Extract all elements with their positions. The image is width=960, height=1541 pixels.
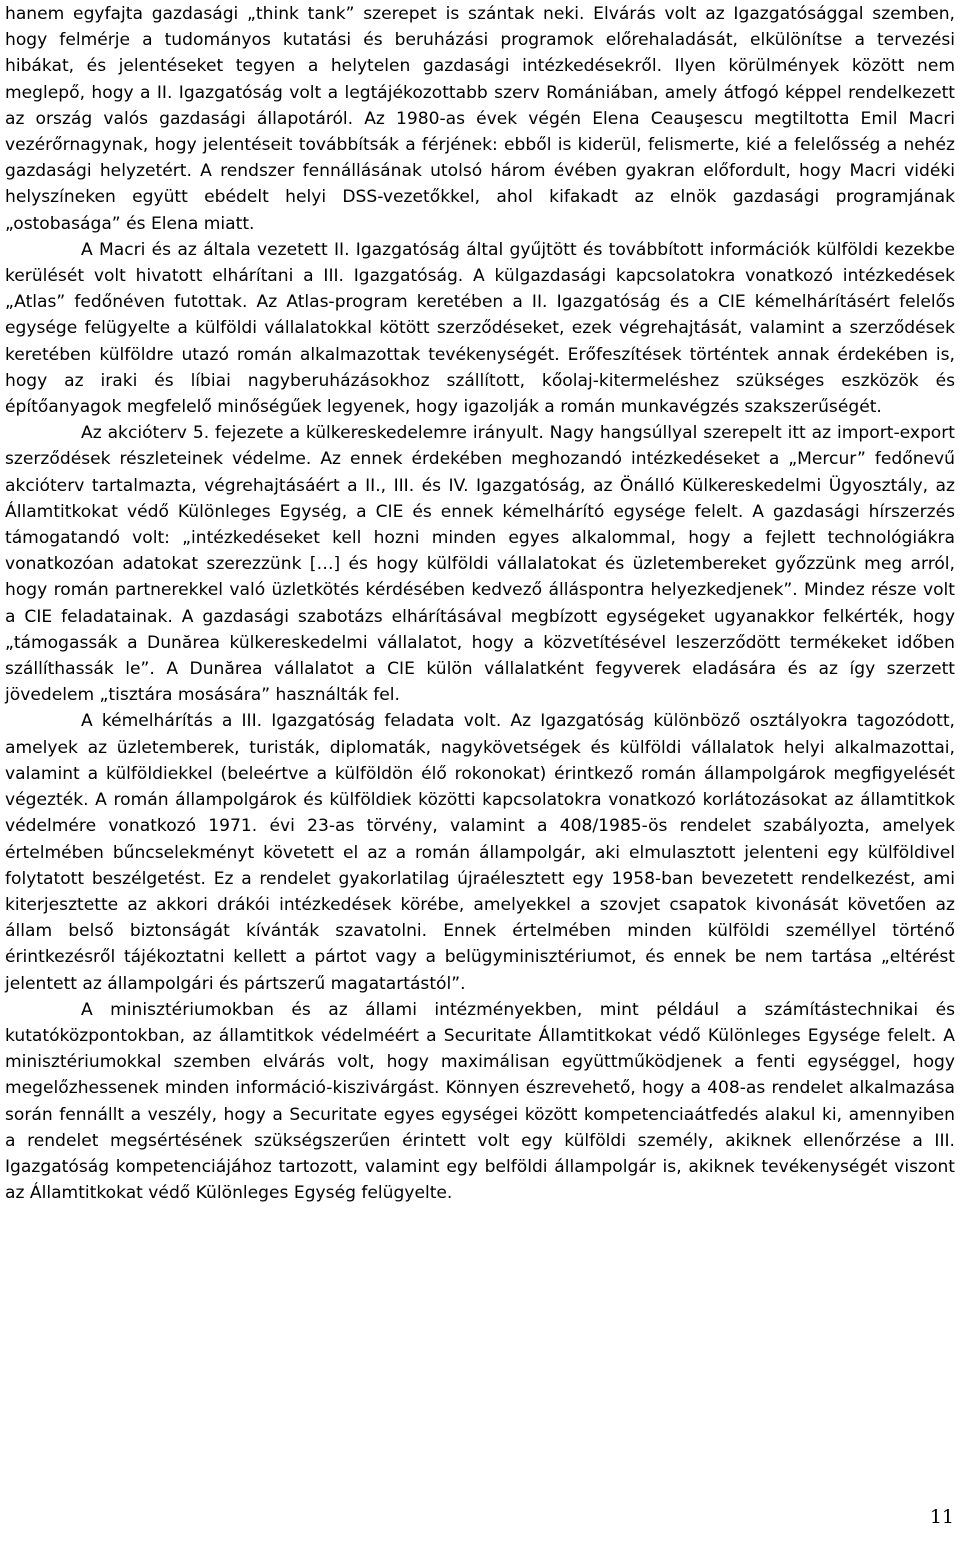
paragraph-2: A Macri és az általa vezetett II. Igazgatóság által gyűjtött és továbbított információk külföldi kezekbe kerülését volt hivatott elhárítani a III. Igazgatóság. A külgazdasági kapcsolatokra vonatkozó intézkedések „Atlas” fedőnéven futottak. Az Atlas-program keretében a II. Igazgatóság és a CIE kémelhárításért felelős egysége felügyelte a külföldi vállalatokkal kötött szerződéseket, ezek végrehajtását, valamint a szerződések keretében külföldre utazó román alkalmazottak tevékenységét. Erőfeszítések történtek annak érdekében is, hogy az iraki és líbiai nagyberuházásokhoz szállított, kőolaj-kitermeléshez szükséges eszközök és építőanyagok megfelelő minőségűek legyenek, hogy igazolják a román munkavégzés szakszerűségét. [5, 239, 955, 418]
paragraph-1: hanem egyfajta gazdasági „think tank” szerepet is szántak neki. Elvárás volt az Igazgatósággal szemben, hogy felmérje a tudományos kutatási és beruházási programok előrehaladását, elkülönítse a tervezési hibákat, és jelentéseket tegyen a helytelen gazdasági intézkedésekről. Ilyen körülmények között nem meglepő, hogy a II. Igazgatóság volt a legtájékozottabb szerv Romániában, amely átfogó képpel rendelkezett az ország valós gazdasági állapotáról. Az 1980-as évek végén Elena Ceauşescu megtiltotta Emil Macri vezérőrnagynak, hogy jelentéseit továbbítsák a férjének: ebből is kiderül, felismerte, kié a felelősség a nehéz gazdasági helyzetért. A rendszer fennállásának utolsó három évében gyakran előfordult, hogy Macri vidéki helyszíneken együtt ebédelt helyi DSS-vezetőkkel, ahol kifakadt az elnök gazdasági programjának „ostobasága” és Elena miatt. [5, 4, 955, 234]
paragraph-4: A kémelhárítás a III. Igazgatóság feladata volt. Az Igazgatóság különböző osztályokra tagozódott, amelyek az üzletemberek, turisták, diplomaták, nagykövetségek és külföldi vállalatok helyi alkalmazottai, valamint a külföldiekkel (beleértve a külföldön élő rokonokat) érintkező román állampolgárok megfigyelését végezték. A román állampolgárok és külföldiek közötti kapcsolatokra vonatkozó korlátozásokat az államtitkok védelmére vonatkozó 1971. évi 23-as törvény, valamint a 408/1985-ös rendelet szabályozta, amelyek értelmében bűncselekményt követett el az a román állampolgár, aki elmulasztott jelenteni egy külföldivel folytatott beszélgetést. Ez a rendelet gyakorlatilag újraélesztett egy 1958-ban bevezetett rendelkezést, ami kiterjesztette az akkori drákói intézkedések körébe, amelyekkel a szovjet csapatok kivonását követően az állam belső biztonságát kívánták szavatolni. Ennek értelmében minden külföldi személlyel történő érintkezésről tájékoztatni kellett a pártot vagy a belügyminisztériumot, és ennek be nem tartása „eltérést jelentett az állampolgári és pártszerű magatartástól”. [5, 711, 955, 994]
body-text [5, 1, 955, 1206]
paragraph-5: A minisztériumokban és az állami intézményekben, mint például a számítástechnikai és kutatóközpontokban, az államtitkok védelméért a Securitate Államtitkokat védő Különleges Egysége felelt. A minisztériumokkal szemben elvárás volt, hogy maximálisan együttműködjenek a fenti egységgel, hogy megelőzhessenek minden információ-kiszivárgást. Könnyen észrevehető, hogy a 408-as rendelet alkalmazása során fennállt a veszély, hogy a Securitate egyes egységei között kompetenciaátfedés alakul ki, amennyiben a rendelet megsértésének szükségszerűen érintett volt egy külföldi személy, akiknek ellenőrzése a III. Igazgatóság kompetenciájához tartozott, valamint egy belföldi állampolgár is, akiknek tevékenységét viszont az Államtitkokat védő Különleges Egység felügyelte. [5, 999, 955, 1204]
paragraph-3: Az akcióterv 5. fejezete a külkereskedelemre irányult. Nagy hangsúllyal szerepelt itt az import-export szerződések részleteinek védelme. Az ennek érdekében meghozandó intézkedéseket a „Mercur” fedőnevű akcióterv tartalmazta, végrehajtásáért a II., III. és IV. Igazgatóság, az Önálló Külkereskedelmi Ügyosztály, az Államtitkokat védő Különleges Egység, a CIE és ennek kémelhárító egysége felelt. A gazdasági hírszerzés támogatandó volt: „intézkedéseket kell hozni minden egyes alkalommal, hogy a fejlett technológiákra vonatkozóan adatokat szerezzünk […] és hogy külföldi vállalatokat és üzletembereket győzzünk meg arról, hogy román partnerekkel való üzletkötés kérdésében kedvező álláspontra helyezkedjenek”. Mindez része volt a CIE feladatainak. A gazdasági szabotázs elhárításával megbízott egységeket ugyanakkor felkérték, hogy „támogassák a Dunărea külkereskedelmi vállalatot, hogy a közvetítésével leszerződött termékeket időben szállíthassák le”. A Dunărea vállalatot a CIE külön vállalatként fegyverek eladására és az így szerzett jövedelem „tisztára mosására” használták fel. [5, 423, 955, 706]
page-number: 11 [929, 1506, 954, 1528]
